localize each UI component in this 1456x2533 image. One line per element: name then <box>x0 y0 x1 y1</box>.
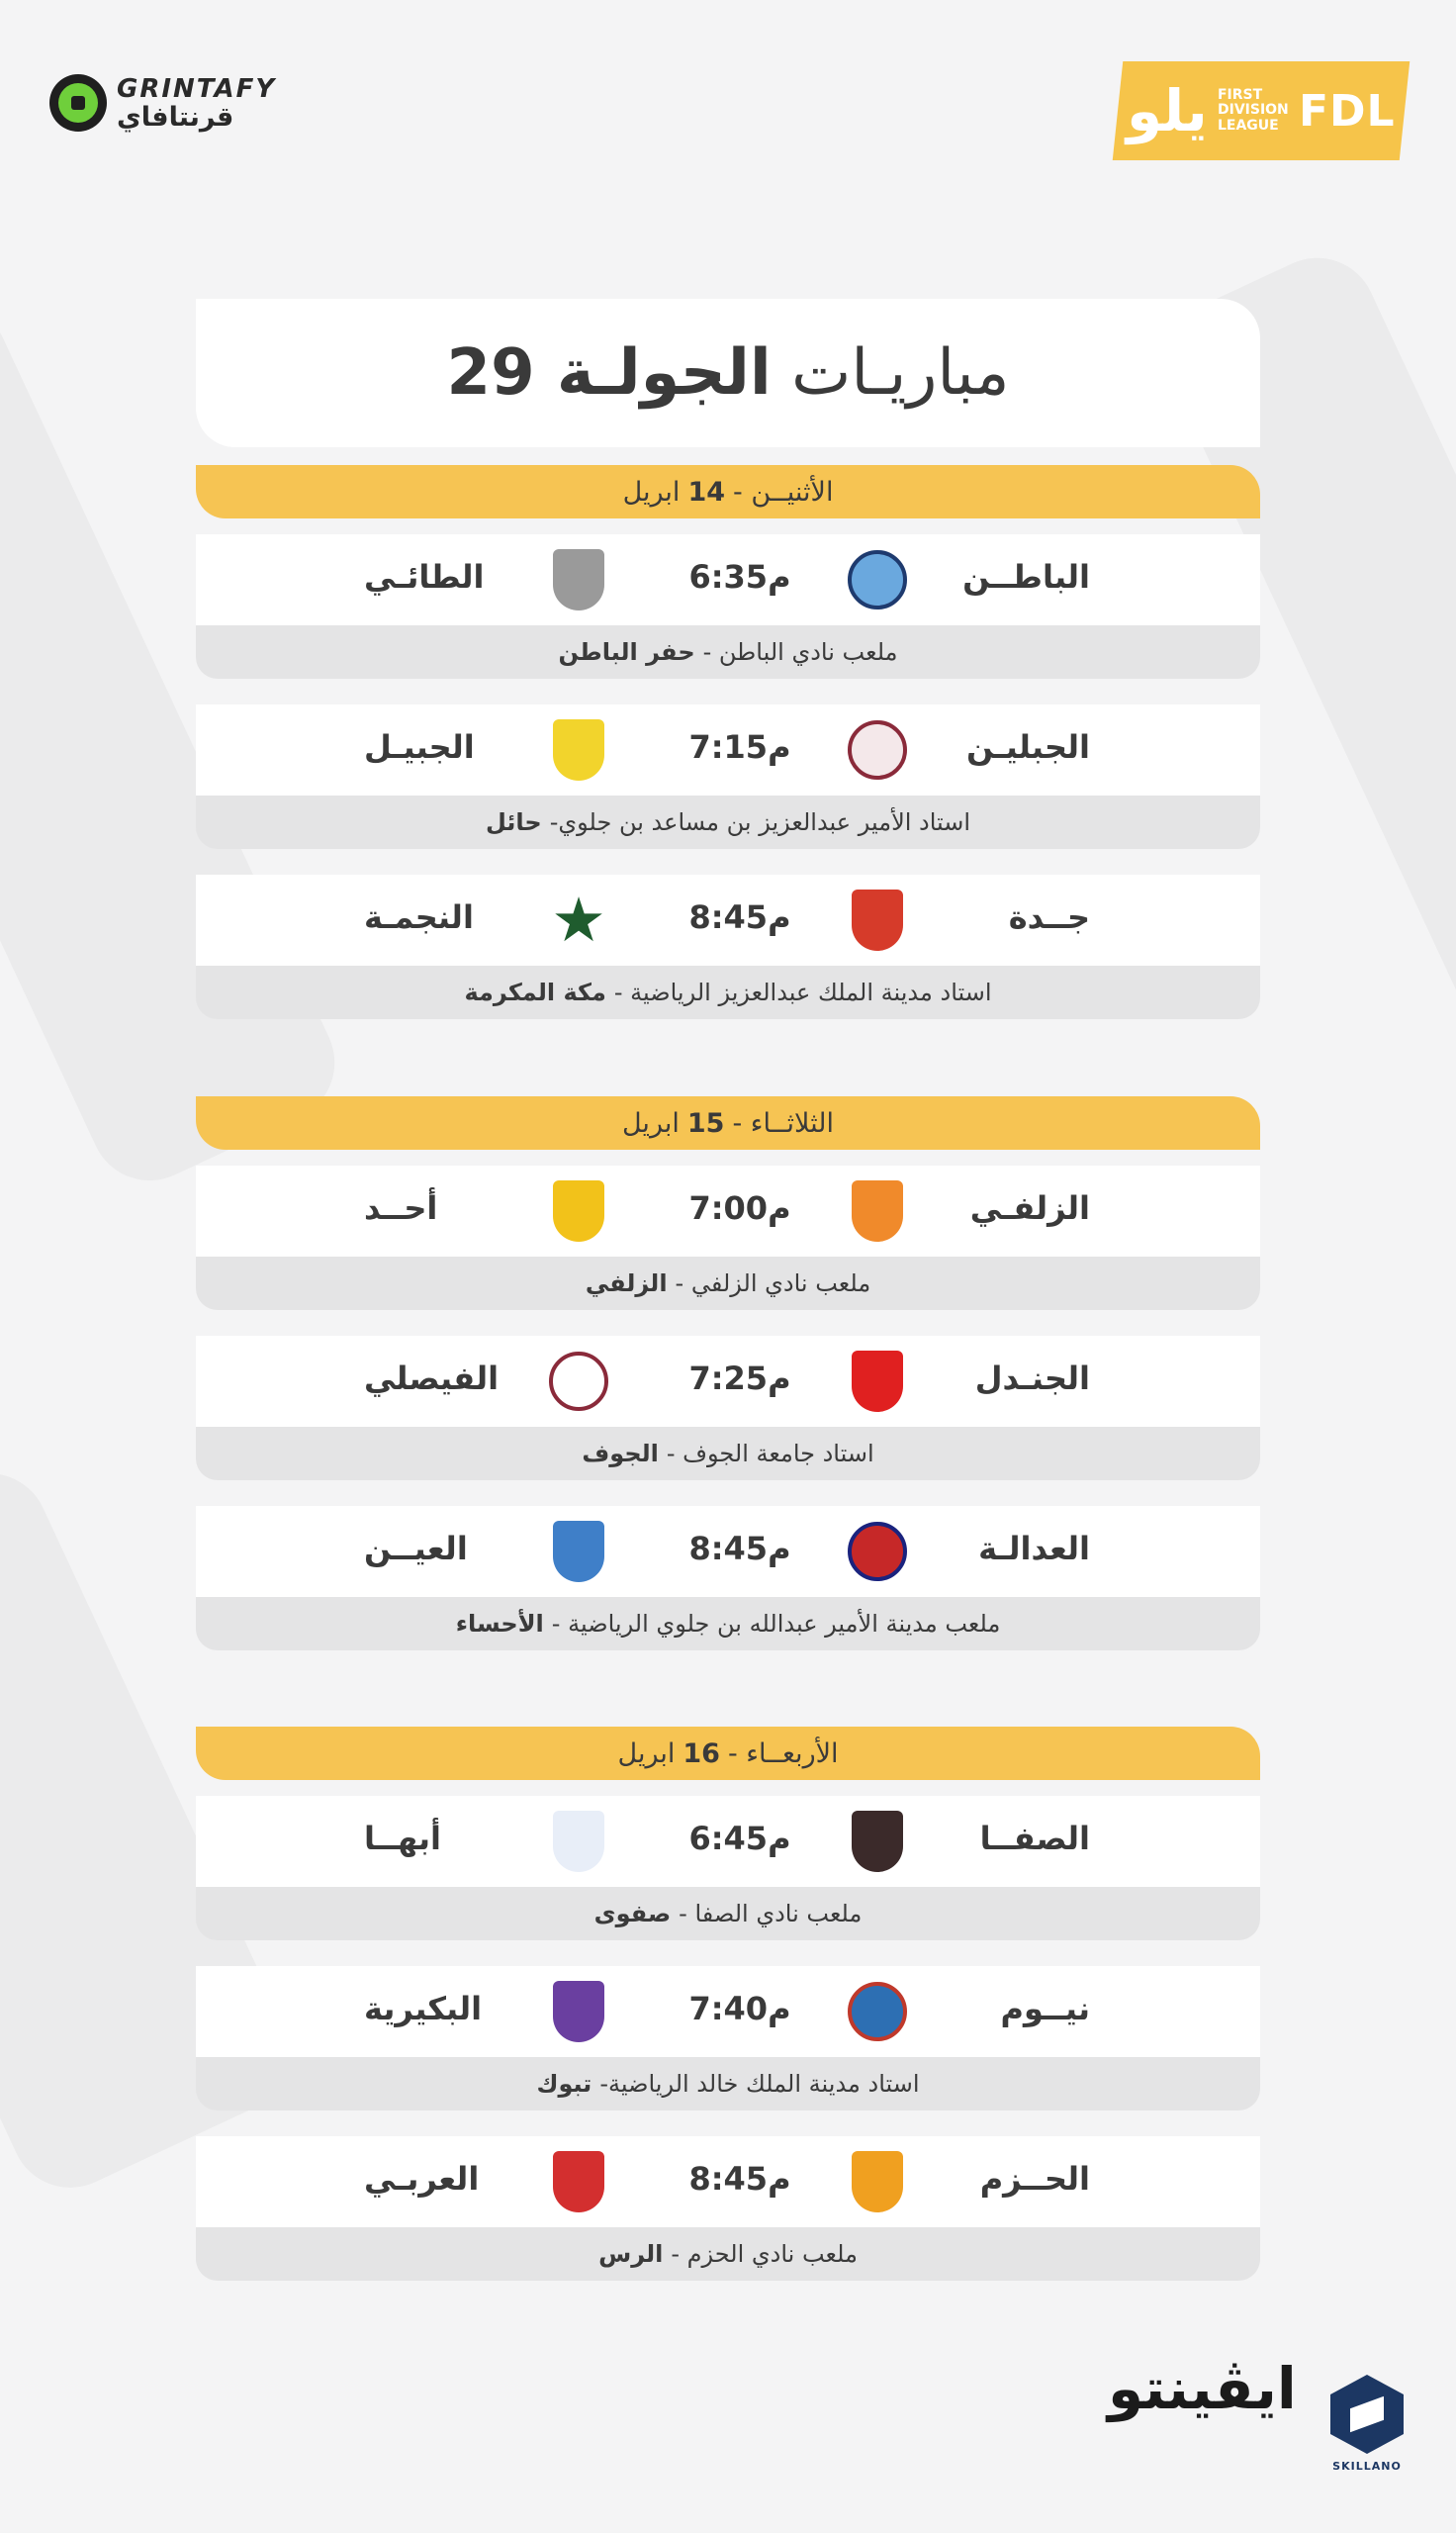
page-title-card <box>196 299 1260 447</box>
abha-crest-icon <box>546 1809 611 1874</box>
kickoff-time: 8:45م <box>688 2160 791 2198</box>
venue-name: ملعب نادي الصفا - <box>679 1900 863 1927</box>
venue-name: ملعب نادي الباطن - <box>702 638 898 666</box>
venue-city: تبوك <box>536 2070 592 2098</box>
al-safa-crest-icon <box>845 1809 910 1874</box>
kickoff-time: 6:35م <box>688 558 791 596</box>
venue-info <box>196 1427 1260 1480</box>
month-name: ابريل <box>621 1107 680 1139</box>
al-bukiryah-crest-icon <box>546 1979 611 2044</box>
al-arabi-crest-icon <box>546 2149 611 2214</box>
match-row <box>196 1506 1260 1597</box>
kickoff-time: 7:40م <box>688 1990 791 2027</box>
al-ain-crest-icon <box>546 1519 611 1584</box>
al-hazem-crest-icon <box>845 2149 910 2214</box>
ohod-crest-icon <box>546 1178 611 1244</box>
venue-city: الزلفي <box>585 1269 668 1297</box>
home-team: الصفــا <box>979 1820 1090 1857</box>
away-team: الفيصلي <box>364 1360 500 1397</box>
venue-city: الجوف <box>582 1440 659 1467</box>
kickoff-time: 8:45م <box>688 1530 791 1567</box>
match-row <box>196 534 1260 625</box>
kickoff-time: 6:45م <box>688 1820 791 1857</box>
venue-city: حفر الباطن <box>558 638 695 666</box>
match-card <box>196 1796 1260 1940</box>
neom-crest-icon <box>845 1979 910 2044</box>
home-team: جــدة <box>1008 898 1090 936</box>
match-card <box>196 1336 1260 1480</box>
match-card <box>196 1166 1260 1310</box>
al-najma-crest-icon: ★ <box>551 884 606 956</box>
home-team: الجنـدل <box>974 1360 1090 1397</box>
venue-name: ملعب نادي الزلفي - <box>675 1269 871 1297</box>
away-team: النجمـة <box>364 898 474 936</box>
match-card <box>196 704 1260 849</box>
venue-info <box>196 1257 1260 1310</box>
page-title: مباريـات الجولـة 29 <box>446 336 1010 410</box>
al-zulfi-crest-icon <box>845 1178 910 1244</box>
league-mark: FDL <box>1299 85 1396 137</box>
venue-info <box>196 796 1260 849</box>
match-card <box>196 875 1260 1019</box>
day-name: الأربعــاء - <box>727 1737 839 1769</box>
venue-info <box>196 2227 1260 2281</box>
kickoff-time: 7:15م <box>688 728 791 766</box>
al-jubail-crest-icon <box>546 717 611 783</box>
venue-info <box>196 1887 1260 1940</box>
match-row <box>196 1336 1260 1427</box>
venue-city: الرس <box>598 2240 664 2268</box>
venue-city: صفوى <box>593 1900 672 1927</box>
grintafy-logo <box>49 71 276 135</box>
match-card <box>196 1506 1260 1650</box>
al-jabalain-crest-icon <box>845 717 910 783</box>
away-team: العربـي <box>364 2160 480 2198</box>
day-name: الأثنيــن - <box>733 476 834 508</box>
day-number: 15 <box>686 1107 725 1139</box>
away-team: العيــن <box>364 1530 468 1567</box>
venue-info <box>196 625 1260 679</box>
match-card <box>196 1966 1260 2111</box>
match-card <box>196 2136 1260 2281</box>
venue-info <box>196 1597 1260 1650</box>
venue-name: استاد الأمير عبدالعزيز بن مساعد بن جلوي- <box>549 808 971 836</box>
away-team: أبهــا <box>364 1820 441 1857</box>
venue-name: ملعب مدينة الأمير عبدالله بن جلوي الرياضية - <box>551 1610 1001 1638</box>
venue-name: استاد جامعة الجوف - <box>666 1440 874 1467</box>
al-batin-crest-icon <box>845 547 910 612</box>
home-team: الباطــن <box>962 558 1090 596</box>
month-name: ابريل <box>622 476 681 508</box>
league-name-ar: يلو <box>1127 77 1209 144</box>
match-row <box>196 1166 1260 1257</box>
grintafy-name-en: GRINTAFY <box>117 73 277 104</box>
away-team: البكيرية <box>364 1990 483 2027</box>
venue-info <box>196 2057 1260 2111</box>
day-header <box>196 1727 1260 1780</box>
skillano-hex-icon <box>1330 2375 1404 2454</box>
venue-city: الأحساء <box>455 1610 544 1638</box>
match-card <box>196 534 1260 679</box>
home-team: نيــوم <box>1000 1990 1090 2027</box>
away-team: أحــد <box>364 1189 438 1227</box>
skillano-logo: SKILLANO <box>1327 2375 1407 2473</box>
grintafy-name-ar: قرنتافاي <box>117 101 234 133</box>
kickoff-time: 8:45م <box>688 898 791 936</box>
day-name: الثلاثــاء - <box>732 1107 835 1139</box>
home-team: الجبليـن <box>966 728 1090 766</box>
football-icon <box>49 74 107 132</box>
venue-city: مكة المكرمة <box>464 979 606 1006</box>
venue-info <box>196 966 1260 1019</box>
al-taee-crest-icon <box>546 547 611 612</box>
home-team: العدالـة <box>978 1530 1090 1567</box>
day-header <box>196 465 1260 518</box>
al-jandal-crest-icon <box>845 1349 910 1414</box>
match-row <box>196 1796 1260 1887</box>
al-adalah-crest-icon <box>845 1519 910 1584</box>
kickoff-time: 7:25م <box>688 1360 791 1397</box>
match-row <box>196 1966 1260 2057</box>
league-small-text: FIRST DIVISION LEAGUE <box>1218 86 1290 134</box>
day-header <box>196 1096 1260 1150</box>
jeddah-crest-icon <box>845 888 910 953</box>
venue-name: استاد مدينة الملك عبدالعزيز الرياضية - <box>613 979 992 1006</box>
match-row <box>196 875 1260 966</box>
month-name: ابريل <box>617 1737 676 1769</box>
match-row <box>196 2136 1260 2227</box>
al-faisaly-crest-icon <box>546 1349 611 1414</box>
venue-name: استاد مدينة الملك خالد الرياضية- <box>599 2070 920 2098</box>
home-team: الزلفـي <box>969 1189 1090 1227</box>
kickoff-time: 7:00م <box>688 1189 791 1227</box>
venue-name: ملعب نادي الحزم - <box>671 2240 858 2268</box>
sponsor-logo: ايڤينتو <box>1108 2355 1297 2422</box>
home-team: الحــزم <box>979 2160 1090 2198</box>
away-team: الجبيـل <box>364 728 475 766</box>
league-logo <box>1113 61 1410 160</box>
match-row <box>196 704 1260 796</box>
away-team: الطائـي <box>364 558 485 596</box>
day-number: 14 <box>687 476 726 508</box>
day-number: 16 <box>682 1737 720 1769</box>
venue-city: حائل <box>485 808 542 836</box>
